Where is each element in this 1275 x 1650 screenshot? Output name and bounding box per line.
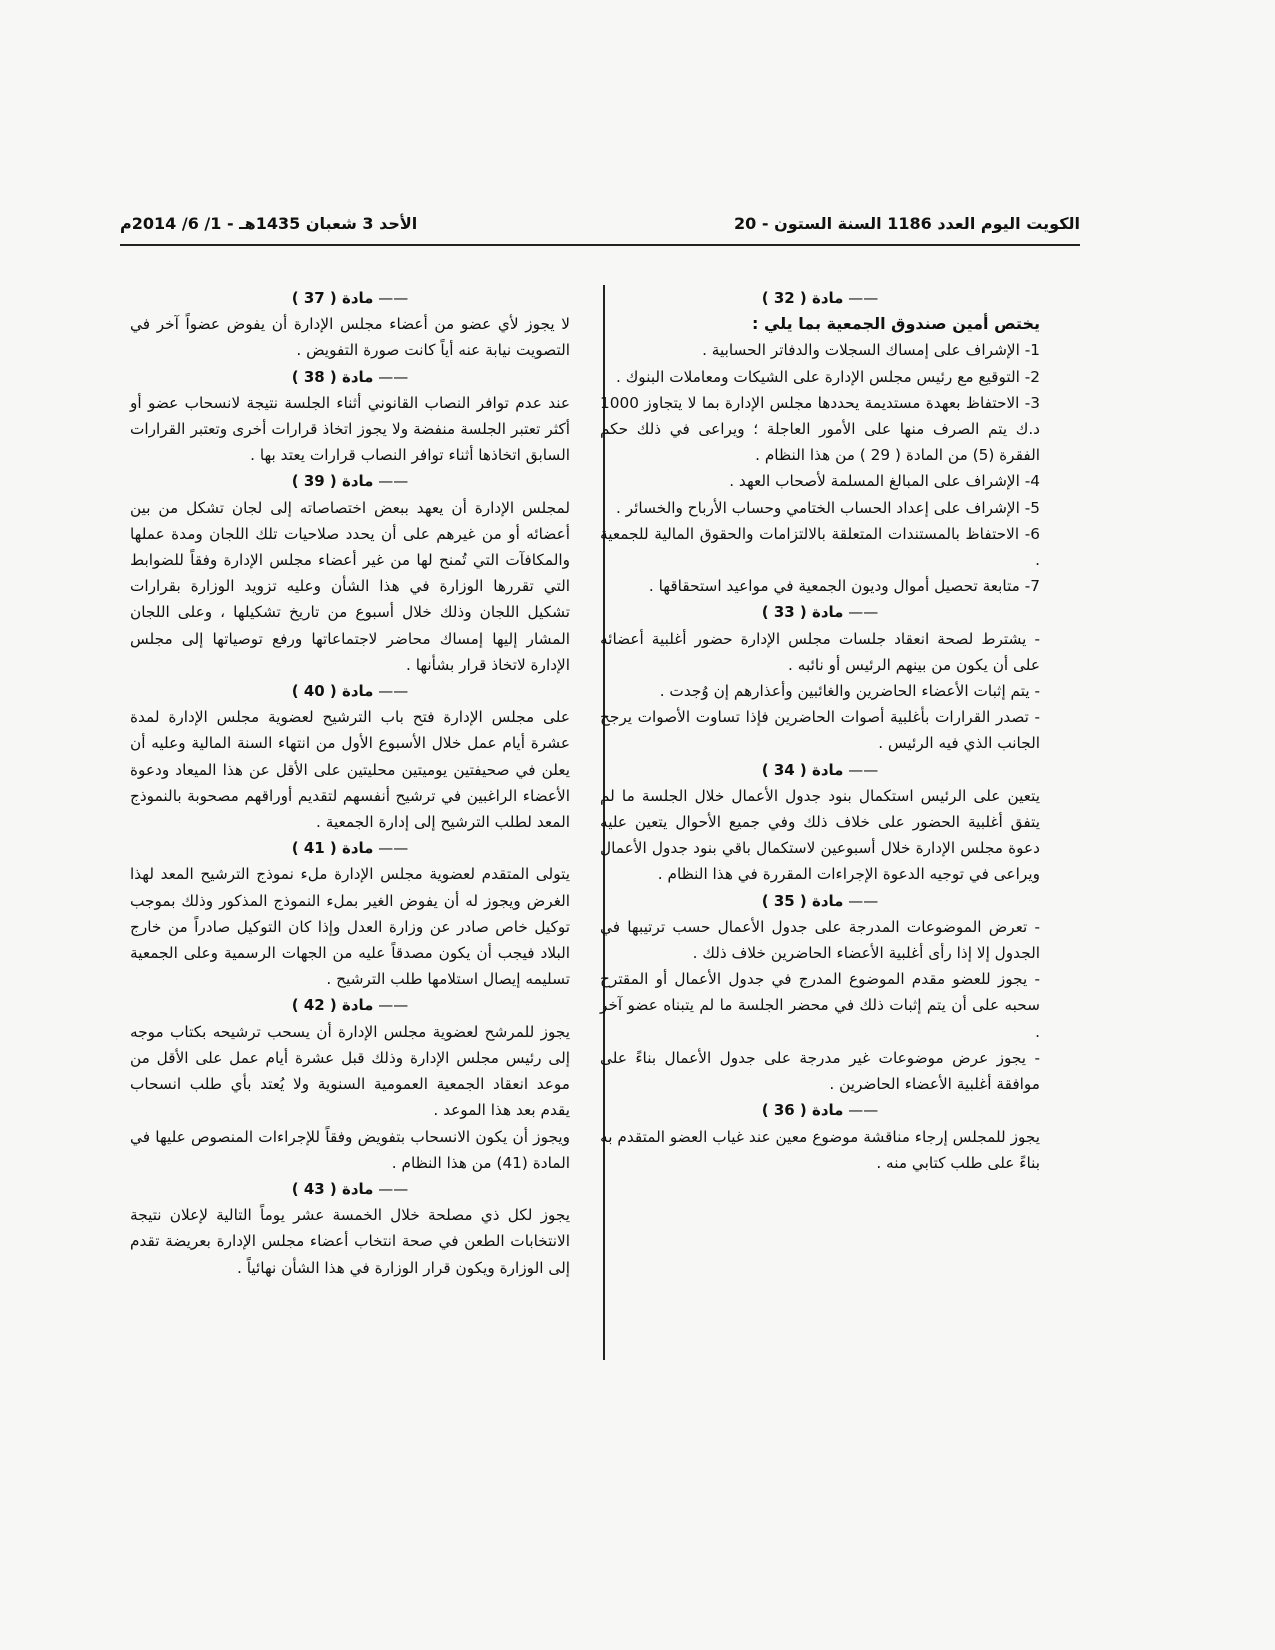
article-34-text: يتعين على الرئيس استكمال بنود جدول الأعمال خلال الجلسة ما لم يتفق أغلبية الحضور على خلاف ذلك وفي جميع الأحوال يتعين عليه دعوة مجلس الإدارة خلال أسبوعين لاستكمال باقي بنود جدول الأعمال ويراعى في توجيه الدعوة الإجراءات المقررة في هذا النظام . <box>600 786 1040 884</box>
article-42-title: —— مادة ( 42 ) <box>130 992 570 1018</box>
article-35-paragraph: - تعرض الموضوعات المدرجة على جدول الأعمال حسب ترتيبها في الجدول إلا إذا رأى أغلبية الأعضاء الحاضرين خلاف ذلك . <box>600 917 1040 963</box>
article-33-title: —— مادة ( 33 ) <box>600 599 1040 625</box>
left-column <box>130 285 570 1281</box>
article-41-text: يتولى المتقدم لعضوية مجلس الإدارة ملء نموذج الترشيح المعد لهذا الغرض ويجوز له أن يفوض الغير بملء النموذج المذكور وذلك بموجب توكيل خاص صادر عن وزارة العدل وإذا كان التوكيل صادراً من خارج البلاد فيجب أن يكون مصدقاً عليه من الجهات الرسمية وعلى الجمعية تسليمه إيصال استلامها طلب الترشيح . <box>130 865 570 989</box>
article-34-title: —— مادة ( 34 ) <box>600 757 1040 783</box>
article-37-text: لا يجوز لأي عضو من أعضاء مجلس الإدارة أن يفوض عضواً آخر في التصويت نيابة عنه أياً كانت صورة التفويض . <box>130 315 570 360</box>
article-33-paragraph: - يشترط لصحة انعقاد جلسات مجلس الإدارة حضور أغلبية أعضائه على أن يكون من بينهم الرئيس أو نائبه . <box>600 629 1040 674</box>
article-36-text: يجوز للمجلس إرجاء مناقشة موضوع معين عند غياب العضو المتقدم به بناءً على طلب كتابي منه . <box>600 1127 1040 1172</box>
article-39-title: —— مادة ( 39 ) <box>130 468 570 494</box>
article-37-title: —— مادة ( 37 ) <box>130 285 570 311</box>
article-35-paragraph: - يجوز للعضو مقدم الموضوع المدرج في جدول الأعمال أو المقترح سحبه على أن يتم إثبات ذلك في محضر الجلسة ما لم يتبناه عضو آخر . <box>600 970 1040 1041</box>
article-43-text: يجوز لكل ذي مصلحة خلال الخمسة عشر يوماً التالية لإعلان نتيجة الانتخابات الطعن في صحة انتخاب أعضاء مجلس الإدارة بعريضة تقدم إلى الوزارة ويكون قرار الوزارة في هذا الشأن نهائياً . <box>130 1206 570 1277</box>
article-43-title: —— مادة ( 43 ) <box>130 1176 570 1202</box>
article-39-text: لمجلس الإدارة أن يعهد ببعض اختصاصاته إلى لجان تشكل من بين أعضائه أو من غيرهم على أن يحدد صلاحيات تلك اللجان ومدة عملها والمكافآت التي تُمنح لها من غير أعضاء مجلس الإدارة وفقاً للضوابط التي تقررها الوزارة في هذا الشأن وعليه تزويد الوزارة بقرارات تشكيل اللجان وذلك خلال أسبوع من تاريخ تشكيلها ، وعلى اللجان المشار إليها إمساك محاضر لاجتماعاتها ورفع توصياتها إلى مجلس الإدارة لاتخاذ قرار بشأنها . <box>130 498 570 674</box>
article-32-intro: يختص أمين صندوق الجمعية بما يلي : <box>751 314 1040 334</box>
article-41-title: —— مادة ( 41 ) <box>130 835 570 861</box>
article-32-item: 3- الاحتفاظ بعهدة مستديمة يحددها مجلس الإدارة بما لا يتجاوز 1000 د.ك يتم الصرف منها على الأمور العاجلة ؛ ويراعى في ذلك حكم الفقرة (5) من المادة ( 29 ) من هذا النظام . <box>600 393 1040 465</box>
article-32-item: 7- متابعة تحصيل أموال وديون الجمعية في مواعيد استحقاقها . <box>648 577 1040 596</box>
article-35-title: —— مادة ( 35 ) <box>600 888 1040 914</box>
article-32-item: 4- الإشراف على المبالغ المسلمة لأصحاب العهد . <box>729 472 1040 491</box>
article-35-paragraph: - يجوز عرض موضوعات غير مدرجة على جدول الأعمال بناءً على موافقة أغلبية الأعضاء الحاضرين . <box>600 1048 1040 1094</box>
header-date: الأحد 3 شعبان 1435هـ - 1/ 6/ 2014م <box>120 214 418 233</box>
article-32-item: 6- الاحتفاظ بالمستندات المتعلقة بالالتزامات والحقوق المالية للجمعية . <box>600 524 1040 570</box>
article-33-paragraph: - يتم إثبات الأعضاء الحاضرين والغائبين وأعذارهم إن وُجدت . <box>659 682 1040 701</box>
article-40-text: على مجلس الإدارة فتح باب الترشيح لعضوية مجلس الإدارة لمدة عشرة أيام عمل خلال الأسبوع الأول من انتهاء السنة المالية وعليه أن يعلن في صحيفتين يوميتين محليتين على الأقل عن هذا الميعاد ودعوة الأعضاء الراغبين في ترشيح أنفسهم لتقديم أوراقهم مصحوبة بالنموذج المعد لطلب الترشيح إلى إدارة الجمعية . <box>130 708 570 832</box>
article-32-item: 5- الإشراف على إعداد الحساب الختامي وحساب الأرباح والخسائر . <box>615 498 1040 517</box>
article-38-text: عند عدم توافر النصاب القانوني أثناء الجلسة نتيجة لانسحاب عضو أو أكثر تعتبر الجلسة منفضة ولا يجوز اتخاذ قرارات أخرى وتعتبر القرارات السابق اتخاذها أثناء توافر النصاب قرارات يعتد بها . <box>130 393 570 465</box>
article-42-paragraph: يجوز للمرشح لعضوية مجلس الإدارة أن يسحب ترشيحه بكتاب موجه إلى رئيس مجلس الإدارة وذلك قبل عشرة أيام عمل على الأقل من موعد انعقاد الجمعية العمومية السنوية ولا يُعتد بأي طلب انسحاب يقدم بعد هذا الموعد . <box>130 1022 570 1120</box>
header-publication-info: الكويت اليوم العدد 1186 السنة الستون - 20 <box>734 214 1080 233</box>
article-36-title: —— مادة ( 36 ) <box>600 1097 1040 1123</box>
article-42-paragraph: ويجوز أن يكون الانسحاب بتفويض وفقاً للإجراءات المنصوص عليها في المادة (41) من هذا النظام . <box>130 1127 570 1172</box>
page-header <box>120 210 1080 246</box>
right-column <box>600 285 1040 1176</box>
article-40-title: —— مادة ( 40 ) <box>130 678 570 704</box>
article-32-item: 1- الإشراف على إمساك السجلات والدفاتر الحسابية . <box>702 341 1040 360</box>
article-32-title: —— مادة ( 32 ) <box>600 285 1040 311</box>
article-32-item: 2- التوقيع مع رئيس مجلس الإدارة على الشيكات ومعاملات البنوك . <box>615 367 1040 386</box>
article-33-paragraph: - تصدر القرارات بأغلبية أصوات الحاضرين فإذا تساوت الأصوات يرجح الجانب الذي فيه الرئيس . <box>600 708 1040 753</box>
article-38-title: —— مادة ( 38 ) <box>130 364 570 390</box>
